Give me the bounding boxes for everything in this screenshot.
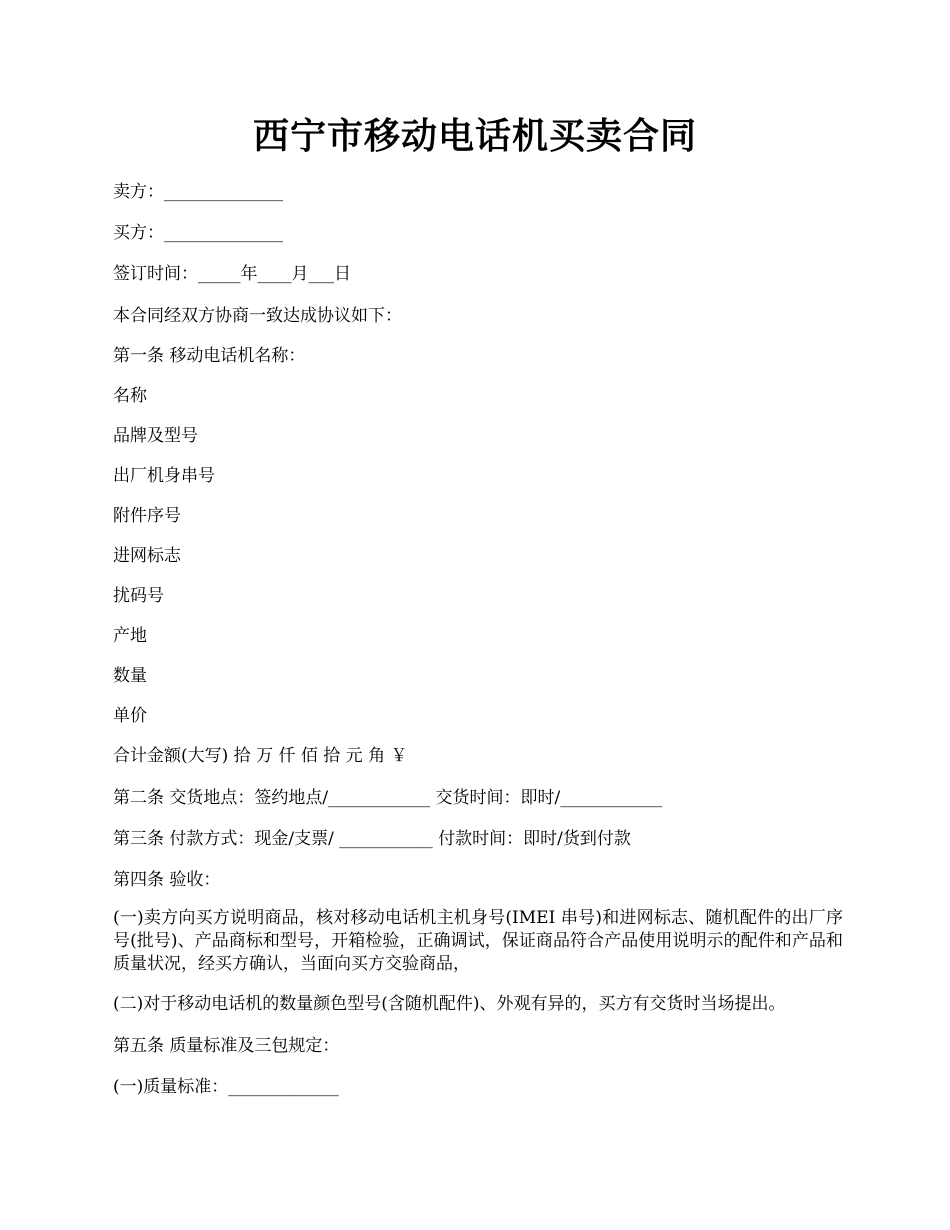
acceptance-clause-1: (一)卖方向买方说明商品，核对移动电话机主机身号(IMEI 串号)和进网标志、随机配件的出厂序号(批号)、产品商标和型号，开箱检验，正确调试，保证商品符合产品使用说明示的配件和产品和质量状况，经买方确认，当面向买方交验商品， — [113, 908, 843, 974]
item-name-label: 名称 — [113, 386, 147, 406]
quality-standard-line: (一)质量标准：_____________ — [113, 1077, 339, 1097]
item-network-mark-label: 进网标志 — [113, 546, 181, 566]
seller-line: 卖方：______________ — [113, 182, 283, 202]
item-quantity-label: 数量 — [113, 666, 147, 686]
signing-date-line: 签订时间：_____年____月___日 — [113, 264, 351, 284]
item-scramble-code-label: 扰码号 — [113, 586, 164, 606]
document-title: 西宁市移动电话机买卖合同 — [252, 115, 697, 157]
item-unit-price-label: 单价 — [113, 706, 147, 726]
article-4-heading: 第四条 验收： — [113, 870, 221, 890]
total-amount-line: 合计金额(大写) 拾 万 仟 佰 拾 元 角 ￥ — [113, 746, 408, 766]
acceptance-clause-2: (二)对于移动电话机的数量颜色型号(含随机配件)、外观有异的，买方有交货时当场提出。 — [113, 994, 786, 1014]
article-2-delivery: 第二条 交货地点：签约地点/____________ 交货时间：即时/____________ — [113, 788, 663, 808]
item-origin-label: 产地 — [113, 626, 147, 646]
item-brand-model-label: 品牌及型号 — [113, 426, 198, 446]
item-accessory-serial-label: 附件序号 — [113, 506, 181, 526]
article-5-heading: 第五条 质量标准及三包规定： — [113, 1036, 340, 1056]
agreement-intro: 本合同经双方协商一致达成协议如下： — [113, 306, 402, 326]
item-serial-label: 出厂机身串号 — [113, 466, 215, 486]
article-3-payment: 第三条 付款方式：现金/支票/ ___________ 付款时间：即时/货到付款 — [113, 829, 631, 849]
article-1-heading: 第一条 移动电话机名称： — [113, 346, 306, 366]
buyer-line: 买方：______________ — [113, 223, 283, 243]
